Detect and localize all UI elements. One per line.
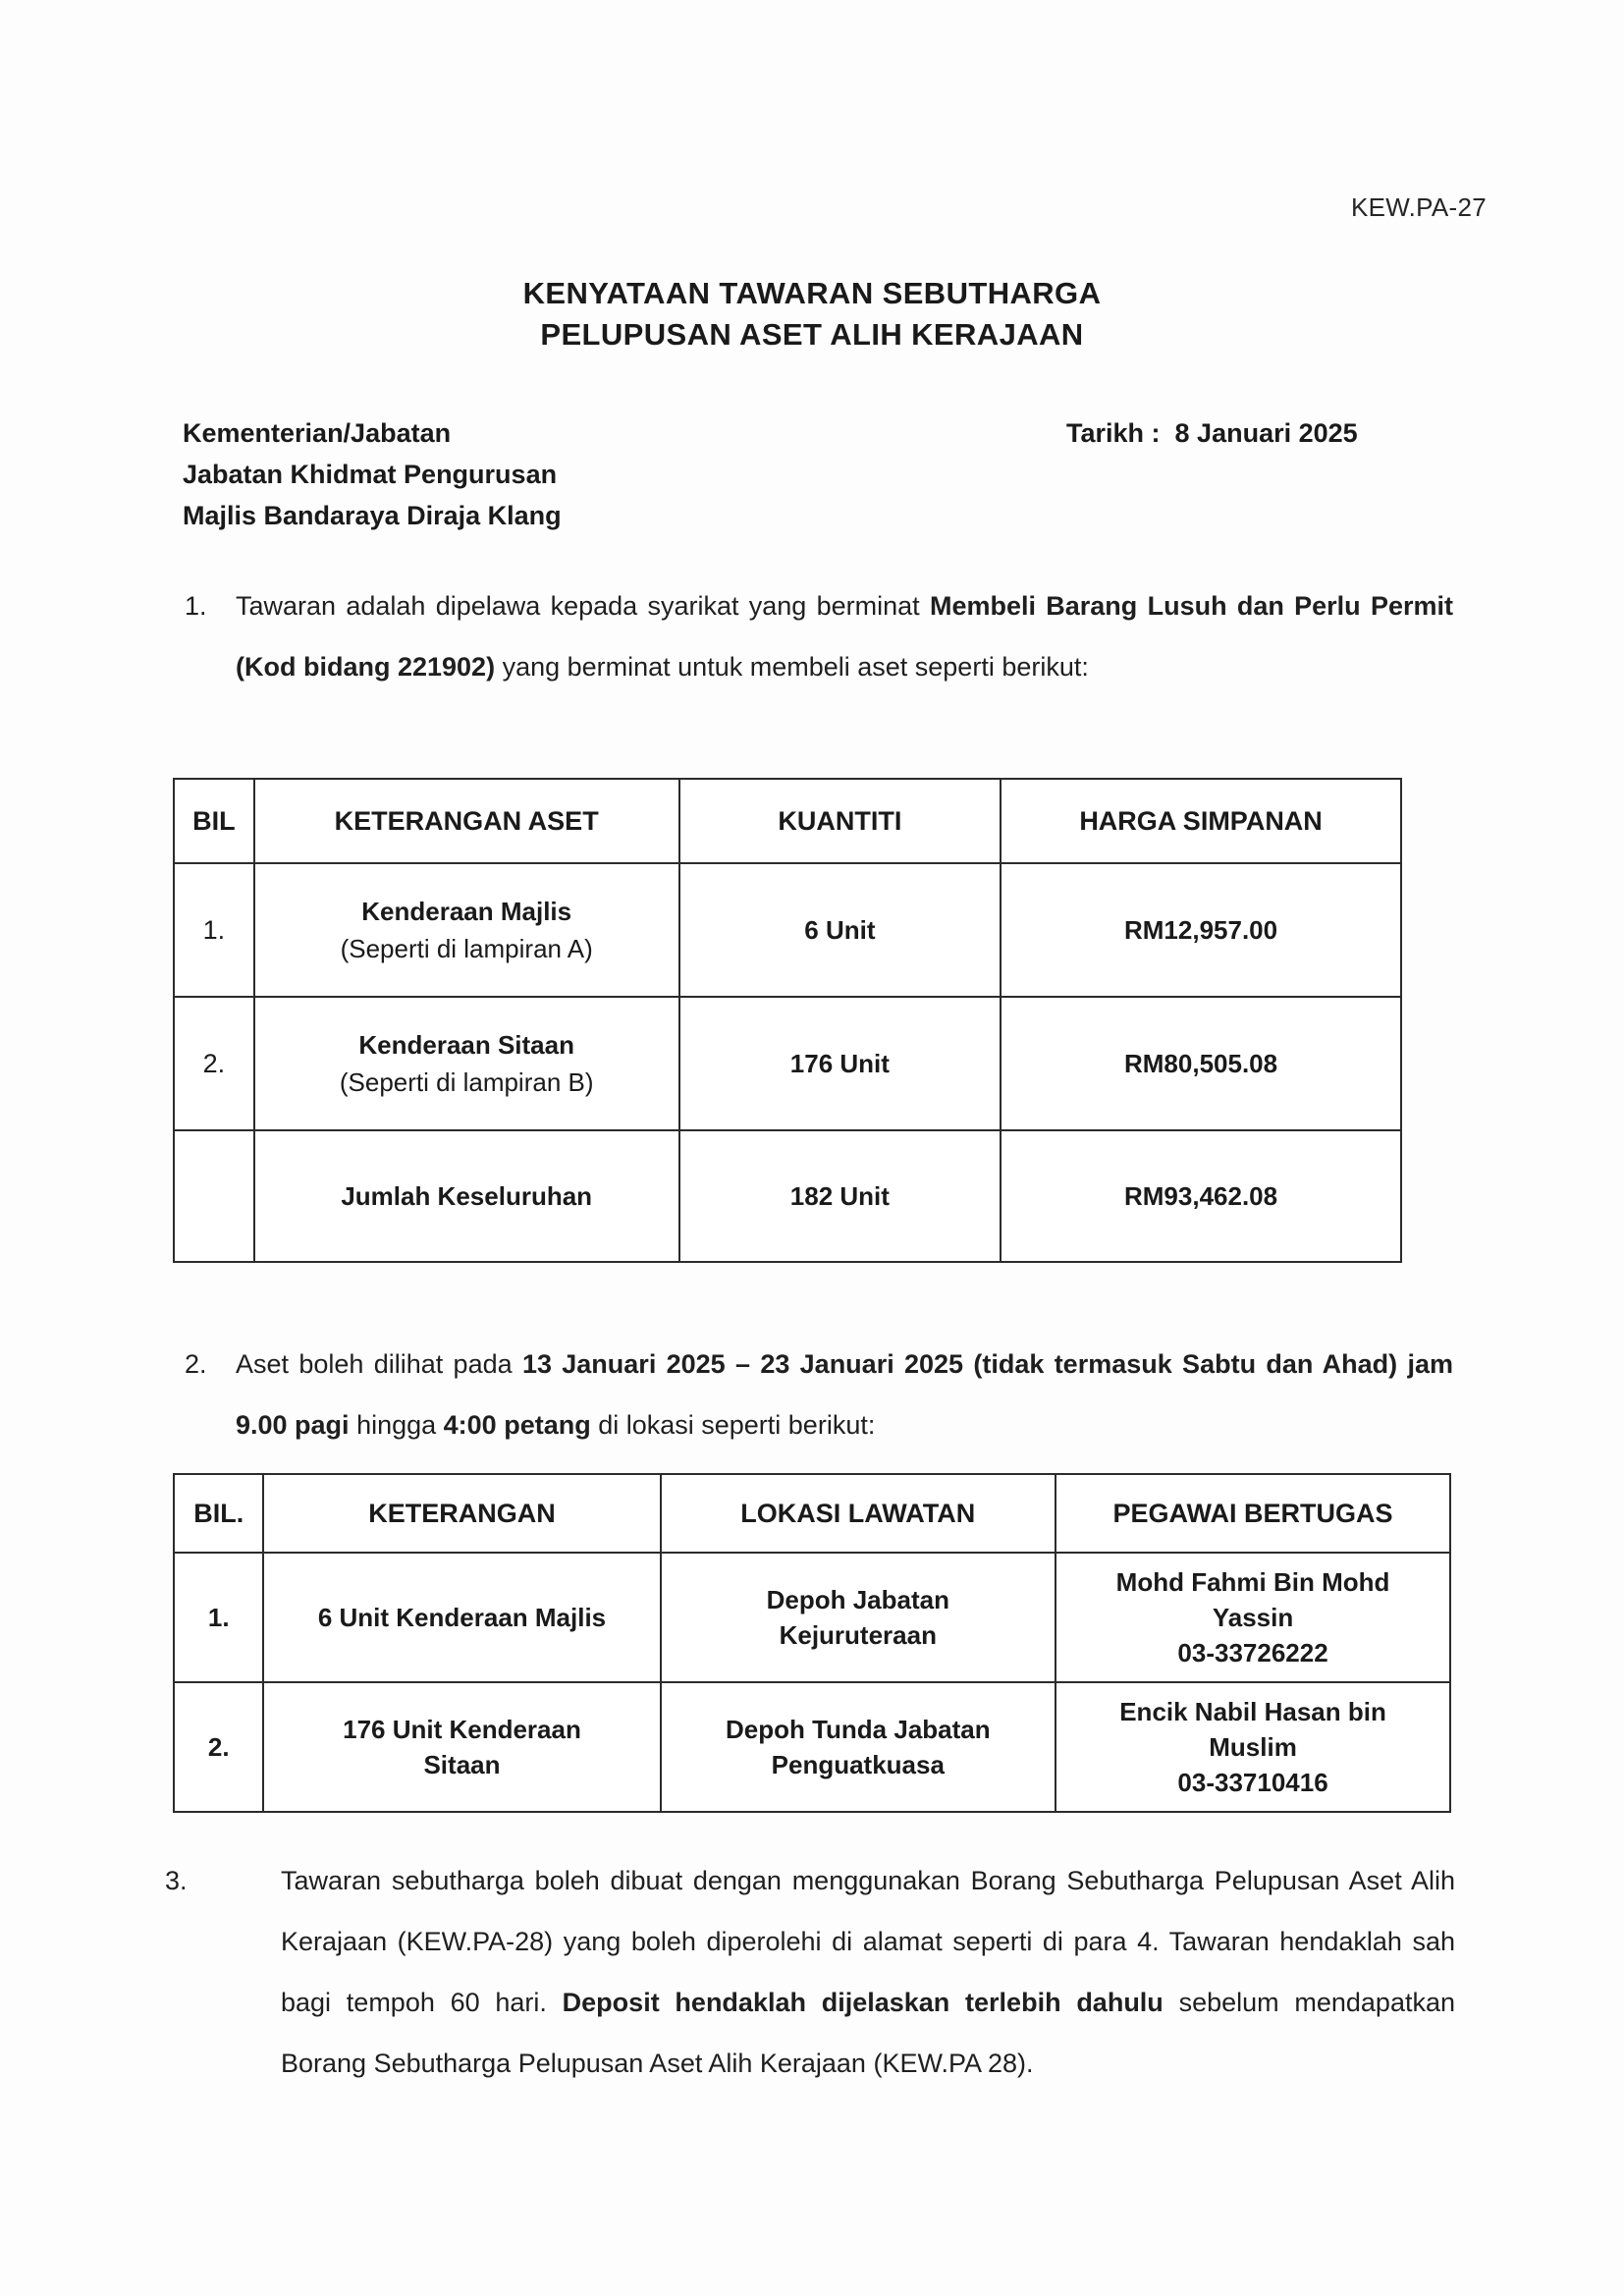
asset-row1-desc-main: Kenderaan Majlis xyxy=(361,897,572,926)
table-row-total xyxy=(174,1130,1401,1262)
viewing-row1-pegawai-line1: Mohd Fahmi Bin Mohd xyxy=(1115,1567,1390,1597)
viewing-row2-pegawai xyxy=(1056,1682,1450,1812)
department-name: Jabatan Khidmat Pengurusan xyxy=(183,460,558,489)
meta-row-organisation xyxy=(183,495,1487,536)
viewing-th-loc: LOKASI LAWATAN xyxy=(661,1474,1056,1553)
viewing-table-header-row xyxy=(174,1474,1450,1553)
viewing-row2-keterangan-line1: 176 Unit Kenderaan xyxy=(343,1715,581,1744)
paragraph-2-text-1: Aset boleh dilihat pada xyxy=(236,1349,522,1379)
viewing-row1-bil: 1. xyxy=(174,1553,263,1682)
form-code: KEW.PA-27 xyxy=(1350,192,1487,222)
asset-row1-desc-sub: (Seperti di lampiran A) xyxy=(340,934,593,963)
asset-row1-desc xyxy=(254,863,679,997)
viewing-row1-keterangan: 6 Unit Kenderaan Majlis xyxy=(263,1553,660,1682)
meta-row-department xyxy=(183,454,1487,495)
paragraph-3-text-3: Sebutharga Pelupusan Aset Alih Kerajaan (KEW.PA 28). xyxy=(373,2049,1034,2078)
table-row xyxy=(174,1553,1450,1682)
paragraph-3 xyxy=(165,1850,1455,2094)
asset-row1-price: RM12,957.00 xyxy=(1001,863,1401,997)
viewing-row1-lokasi-line1: Depoh Jabatan xyxy=(766,1585,949,1614)
viewing-location-table xyxy=(173,1473,1451,1813)
date-value: 8 Januari 2025 xyxy=(1174,418,1358,448)
table-row xyxy=(174,1682,1450,1812)
asset-th-price: HARGA SIMPANAN xyxy=(1001,779,1401,863)
asset-th-qty: KUANTITI xyxy=(679,779,1001,863)
table-row xyxy=(174,863,1401,997)
page-title-line2: PELUPUSAN ASET ALIH KERAJAAN xyxy=(540,317,1084,352)
asset-row2-price: RM80,505.08 xyxy=(1001,997,1401,1130)
paragraph-3-number: 3. xyxy=(165,1866,188,1895)
paragraph-1-bold-1: Membeli Barang Lusuh dan Perlu Permit (Kod bidang 221902) xyxy=(236,591,1454,682)
viewing-row2-keterangan xyxy=(263,1682,660,1812)
viewing-th-bil: BIL. xyxy=(174,1474,263,1553)
asset-row2-desc-sub: (Seperti di lampiran B) xyxy=(339,1067,594,1097)
paragraph-1 xyxy=(185,575,1454,697)
viewing-row2-keterangan-line2: Sitaan xyxy=(423,1750,501,1779)
date-label: Tarikh : xyxy=(1066,418,1161,448)
paragraph-2-text-3: di lokasi seperti berikut: xyxy=(590,1410,876,1440)
paragraph-2-text-2: hingga xyxy=(349,1410,444,1440)
viewing-row2-lokasi xyxy=(661,1682,1056,1812)
viewing-th-desc: KETERANGAN xyxy=(263,1474,660,1553)
date-block xyxy=(1066,412,1358,454)
viewing-row1-pegawai-line2: Yassin xyxy=(1212,1603,1294,1632)
asset-th-bil: BIL xyxy=(174,779,254,863)
paragraph-1-text-1: Tawaran adalah dipelawa kepada syarikat yang berminat xyxy=(236,591,930,621)
asset-row1-bil: 1. xyxy=(174,863,254,997)
viewing-row1-pegawai-phone: 03-33726222 xyxy=(1177,1638,1328,1667)
paragraph-2-number: 2. xyxy=(185,1349,207,1379)
viewing-row2-lokasi-line1: Depoh Tunda Jabatan xyxy=(725,1715,991,1744)
table-row xyxy=(174,997,1401,1130)
paragraph-3-text-1: Tawaran sebutharga boleh dibuat dengan menggunakan Borang Sebutharga Pelupusan Aset Alih Kerajaan (KEW.PA-28) yang boleh diperolehi di alamat seperti di para 4. Tawaran hendaklah sah bagi tempoh 60 hari. xyxy=(281,1866,1455,2017)
viewing-row1-lokasi-line2: Kejuruteraan xyxy=(779,1620,937,1650)
asset-row2-bil: 2. xyxy=(174,997,254,1130)
asset-row2-qty: 176 Unit xyxy=(679,997,1001,1130)
paragraph-2-bold-1: 13 Januari 2025 – 23 Januari 2025 (tidak termasuk Sabtu dan Ahad) jam 9.00 pagi xyxy=(236,1349,1453,1440)
paragraph-3-body xyxy=(281,1850,1455,2094)
paragraph-2 xyxy=(185,1334,1453,1455)
paragraph-1-text-2: yang berminat untuk membeli aset seperti berikut: xyxy=(495,652,1089,682)
viewing-row2-bil: 2. xyxy=(174,1682,263,1812)
paragraph-2-body xyxy=(236,1334,1453,1455)
paragraph-2-bold-2: 4:00 petang xyxy=(443,1410,591,1440)
paragraph-3-text-2: sebelum mendapatkan Borang xyxy=(281,1988,1455,2078)
asset-row2-desc-main: Kenderaan Sitaan xyxy=(358,1030,574,1060)
asset-table-header-row xyxy=(174,779,1401,863)
meta-row-ministry xyxy=(183,412,1487,454)
asset-table xyxy=(173,778,1402,1263)
asset-total-label: Jumlah Keseluruhan xyxy=(254,1130,679,1262)
asset-total-price: RM93,462.08 xyxy=(1001,1130,1401,1262)
viewing-row2-lokasi-line2: Penguatkuasa xyxy=(771,1750,945,1779)
page-title xyxy=(0,273,1624,355)
organisation-name: Majlis Bandaraya Diraja Klang xyxy=(183,501,562,530)
asset-th-desc: KETERANGAN ASET xyxy=(254,779,679,863)
paragraph-1-body xyxy=(236,575,1453,697)
viewing-row2-pegawai-line1: Encik Nabil Hasan bin xyxy=(1119,1697,1386,1726)
asset-row2-desc xyxy=(254,997,679,1130)
asset-total-qty: 182 Unit xyxy=(679,1130,1001,1262)
page-title-line1: KENYATAAN TAWARAN SEBUTHARGA xyxy=(522,276,1102,310)
viewing-row1-lokasi xyxy=(661,1553,1056,1682)
viewing-row2-pegawai-line2: Muslim xyxy=(1209,1732,1297,1762)
viewing-row1-pegawai xyxy=(1056,1553,1450,1682)
viewing-th-officer: PEGAWAI BERTUGAS xyxy=(1056,1474,1450,1553)
paragraph-3-bold-1: Deposit hendaklah dijelaskan terlebih dahulu xyxy=(562,1988,1164,2017)
paragraph-1-number: 1. xyxy=(185,591,207,621)
asset-row1-qty: 6 Unit xyxy=(679,863,1001,997)
document-meta xyxy=(183,412,1487,536)
asset-total-bil xyxy=(174,1130,254,1262)
viewing-row2-pegawai-phone: 03-33710416 xyxy=(1177,1768,1328,1797)
ministry-label: Kementerian/Jabatan xyxy=(183,418,452,448)
